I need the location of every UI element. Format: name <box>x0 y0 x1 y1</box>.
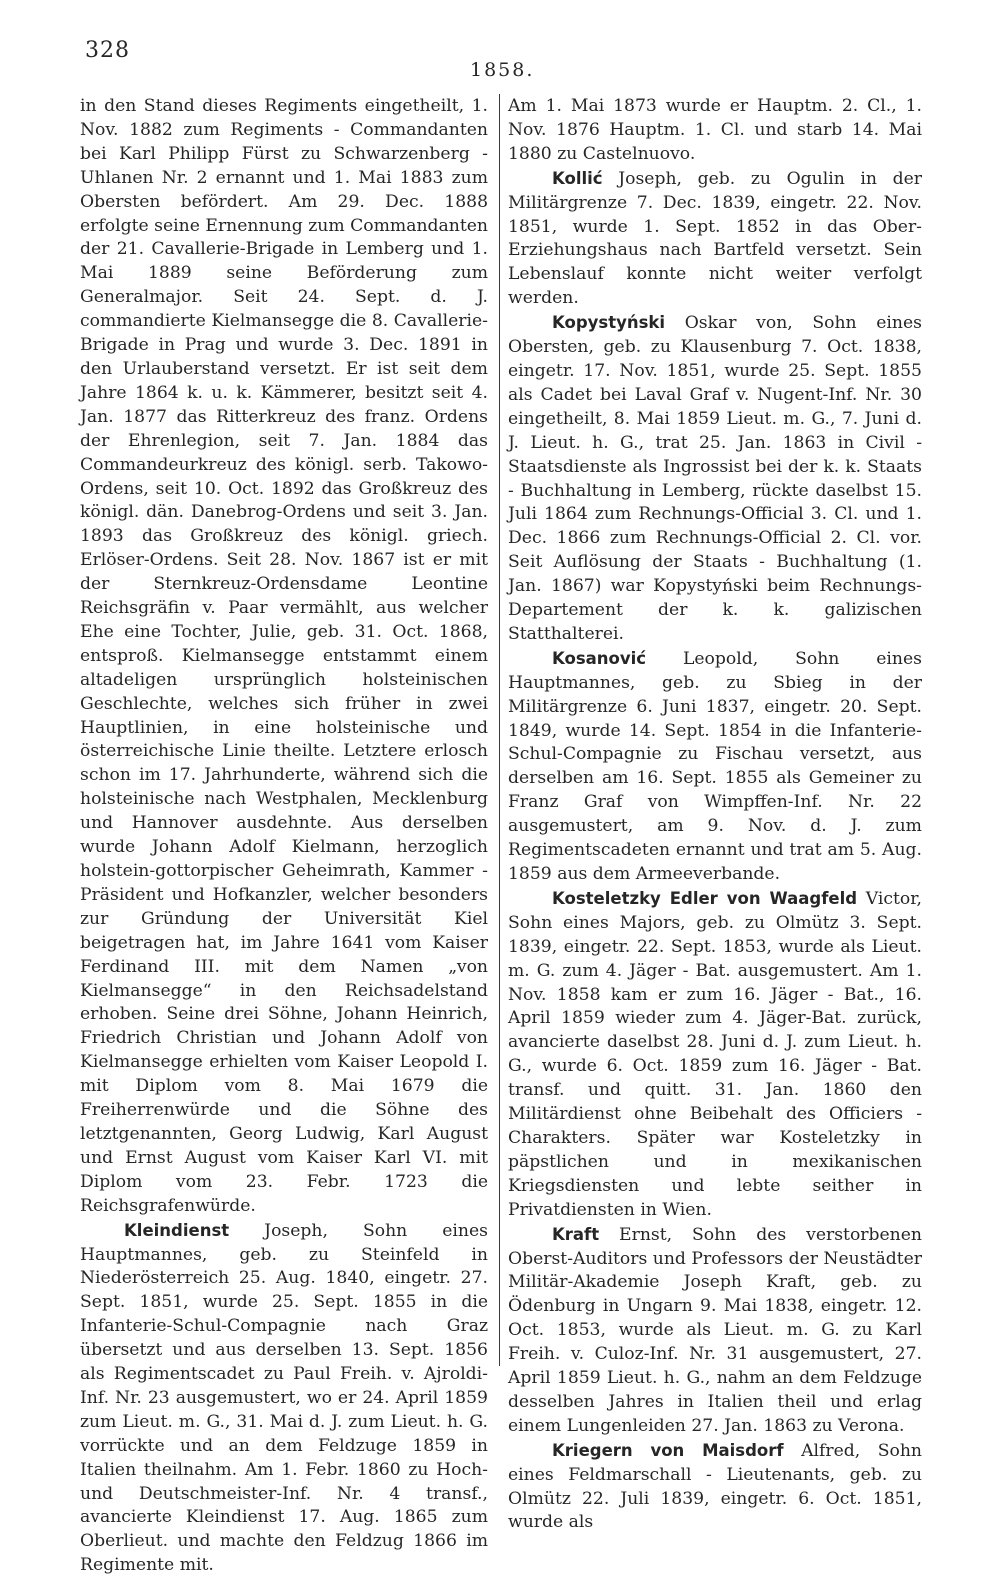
entry-text: Oskar von, Sohn eines Obersten, geb. zu Klausenburg 7. Oct. 1838, eingetr. 17. Nov. 1851, wurde 25. Sept. 1855 als Cadet bei Laval Graf v. Nugent-Inf. Nr. 30 eingetheilt, 8. Mai 1859 Lieut. m. G., 7. Juni d. J. Lieut. h. G., trat 25. Jan. 1863 in Civil - Staatsdienste als Ingrossist bei der k. k. Staats - Buchhaltung in Lemberg, rückte daselbst 15. Juli 1864 zum Rechnungs-Official 3. Cl. und 1. Dec. 1866 zum Rechnungs-Official 2. Cl. vor. Seit Auflösung der Staats - Buchhaltung (1. Jan. 1867) war Kopystyński beim Rechnungs-Departement der k. k. galizischen Statthalterei. <box>508 313 922 644</box>
column-divider <box>499 94 500 1366</box>
entry-name: Kriegern von Maisdorf <box>552 1440 784 1460</box>
entry-kollic <box>508 167 922 311</box>
right-continuation-text: Am 1. Mai 1873 wurde er Hauptm. 2. Cl., 1. Nov. 1876 Hauptm. 1. Cl. und starb 14. Mai 1880 zu Castelnuovo. <box>508 96 922 164</box>
entry-text: Joseph, geb. zu Ogulin in der Militärgrenze 7. Dec. 1839, eingetr. 22. Nov. 1851, wurde 1. Sept. 1852 in das Ober-Erziehungshaus nach Bartfeld versetzt. Sein Lebenslauf konnte nicht weiter verfolgt werden. <box>508 168 922 309</box>
entry-name: Kosteletzky Edler von Waagfeld <box>552 888 858 908</box>
entry-kraft <box>508 1223 922 1439</box>
page-number: 328 <box>85 38 130 63</box>
entry-name: Kosanović <box>552 648 647 668</box>
entry-kosteletzky <box>508 887 922 1223</box>
entry-name: Kopystyński <box>552 313 666 333</box>
entry-text: Leopold, Sohn eines Hauptmannes, geb. zu Sbieg in der Militärgrenze 6. Juni 1837, eingetr. 20. Sept. 1849, wurde 14. Sept. 1854 in die Infanterie-Schul-Compagnie zu Fischau versetzt, aus derselben am 16. Sept. 1855 als Gemeiner zu Franz Graf von Wimpffen-Inf. Nr. 22 ausgemustert, am 9. Nov. d. J. zum Regimentscadeten ernannt und trat am 5. Aug. 1859 aus dem Armeeverbande. <box>508 648 922 884</box>
left-continuation-text: in den Stand dieses Regiments eingetheilt, 1. Nov. 1882 zum Regiments - Commandanten bei Karl Philipp Fürst zu Schwarzenberg - Uhlanen Nr. 2 ernannt und 1. Mai 1883 zum Obersten befördert. Am 29. Dec. 1888 erfolgte seine Ernennung zum Commandanten der 21. Cavallerie-Brigade in Lemberg und 1. Mai 1889 seine Beförderung zum Generalmajor. Seit 24. Sept. d. J. commandierte Kielmansegge die 8. Cavallerie-Brigade in Prag und wurde 3. Dec. 1891 in den Urlauberstand versetzt. Er ist seit dem Jahre 1864 k. u. k. Kämmerer, besitzt seit 4. Jan. 1877 das Ritterkreuz des franz. Ordens der Ehrenlegion, seit 7. Jan. 1884 das Commandeurkreuz des königl. serb. Takowo-Ordens, seit 10. Oct. 1892 das Großkreuz des königl. dän. Danebrog-Ordens und seit 3. Jan. 1893 das Großkreuz des königl. griech. Erlöser-Ordens. Seit 28. Nov. 1867 ist er mit der Sternkreuz-Ordensdame Leontine Reichsgräfin v. Paar vermählt, aus welcher Ehe eine Tochter, Julie, geb. 31. Oct. 1868, entsproß. Kielmansegge entstammt einem altadeligen ursprünglich holsteinischen Geschlechte, welches sich früher in zwei Hauptlinien, in eine holsteinische und österreichische Linie theilte. Letztere erlosch schon im 17. Jahrhunderte, während sich die holsteinische nach Westphalen, Mecklenburg und Hannover ausdehnte. Aus derselben wurde Johann Adolf Kielmann, herzoglich holstein-gottorpischer Geheimrath, Kammer - Präsident und Hofkanzler, welcher besonders zur Gründung der Universität Kiel beigetragen hat, im Jahre 1641 vom Kaiser Ferdinand III. mit dem Namen „von Kielmansegge“ in den Reichsadelstand erhoben. Seine drei Söhne, Johann Heinrich, Friedrich Christian und Johann Adolf von Kielmansegge erhielten vom Kaiser Leopold I. mit Diplom vom 8. Mai 1679 die Freiherrenwürde und die Söhne des letztgenannten, Georg Ludwig, Karl August und Ernst August vom Kaiser Karl VI. mit Diplom vom 23. Febr. 1723 die Reichsgrafenwürde. <box>80 96 488 1216</box>
entry-text: Alfred, Sohn eines Feldmarschall - Lieutenants, geb. zu Olmütz 22. Juli 1839, eingetr. 6. Oct. 1851, wurde als <box>508 1440 922 1533</box>
entry-text: Ernst, Sohn des verstorbenen Oberst-Auditors und Professors der Neustädter Militär-Akademie Joseph Kraft, geb. zu Ödenburg in Ungarn 9. Mai 1838, eingetr. 12. Oct. 1853, wurde als Lieut. m. G. zu Karl Freih. v. Culoz-Inf. Nr. 31 ausgemustert, 27. April 1859 Lieut. h. G., nahm an dem Feldzuge desselben Jahres in Italien theil und erlag einem Lungenleiden 27. Jan. 1863 zu Verona. <box>508 1224 922 1436</box>
left-column <box>80 95 488 1578</box>
entry-name: Kollić <box>552 168 603 188</box>
running-head-year: 1858. <box>470 59 535 81</box>
entry-kosanovic <box>508 647 922 887</box>
entry-text: Victor, Sohn eines Majors, geb. zu Olmütz 3. Sept. 1839, eingetr. 22. Sept. 1853, wurde als Lieut. m. G. zum 4. Jäger - Bat. ausgemustert. Am 1. Nov. 1858 kam er zum 16. Jäger - Bat., 16. April 1859 wieder zum 4. Jäger-Bat. zurück, avancierte daselbst 28. Juni d. J. zum Lieut. h. G., wurde 6. Oct. 1859 zum 16. Jäger - Bat. transf. und quitt. 31. Jan. 1860 den Militärdienst ohne Beibehalt des Officiers - Charakters. Später war Kosteletzky in päpstlichen und in mexikanischen Kriegsdiensten und lebte seither in Privatdiensten in Wien. <box>508 888 922 1220</box>
entry-kriegern <box>508 1439 922 1536</box>
entry-name: Kleindienst <box>124 1220 230 1240</box>
entry-kleindienst <box>80 1219 488 1578</box>
entry-text: Joseph, Sohn eines Hauptmannes, geb. zu Steinfeld in Niederösterreich 25. Aug. 1840, eingetr. 27. Sept. 1851, wurde 25. Sept. 1855 in die Infanterie-Schul-Compagnie nach Graz übersetzt und aus derselben 13. Sept. 1856 als Regimentscadet zu Paul Freih. v. Ajroldi-Inf. Nr. 23 ausgemustert, wo er 24. April 1859 zum Lieut. m. G., 31. Mai d. J. zum Lieut. h. G. vorrückte und an dem Feldzuge 1859 in Italien theilnahm. Am 1. Febr. 1860 zu Hoch- und Deutschmeister-Inf. Nr. 4 transf., avancierte Kleindienst 17. Aug. 1865 zum Oberlieut. und machte den Feldzug 1866 im Regimente mit. <box>80 1220 488 1576</box>
right-column <box>508 95 922 1535</box>
entry-name: Kraft <box>552 1224 600 1244</box>
entry-kopystynski <box>508 311 922 647</box>
